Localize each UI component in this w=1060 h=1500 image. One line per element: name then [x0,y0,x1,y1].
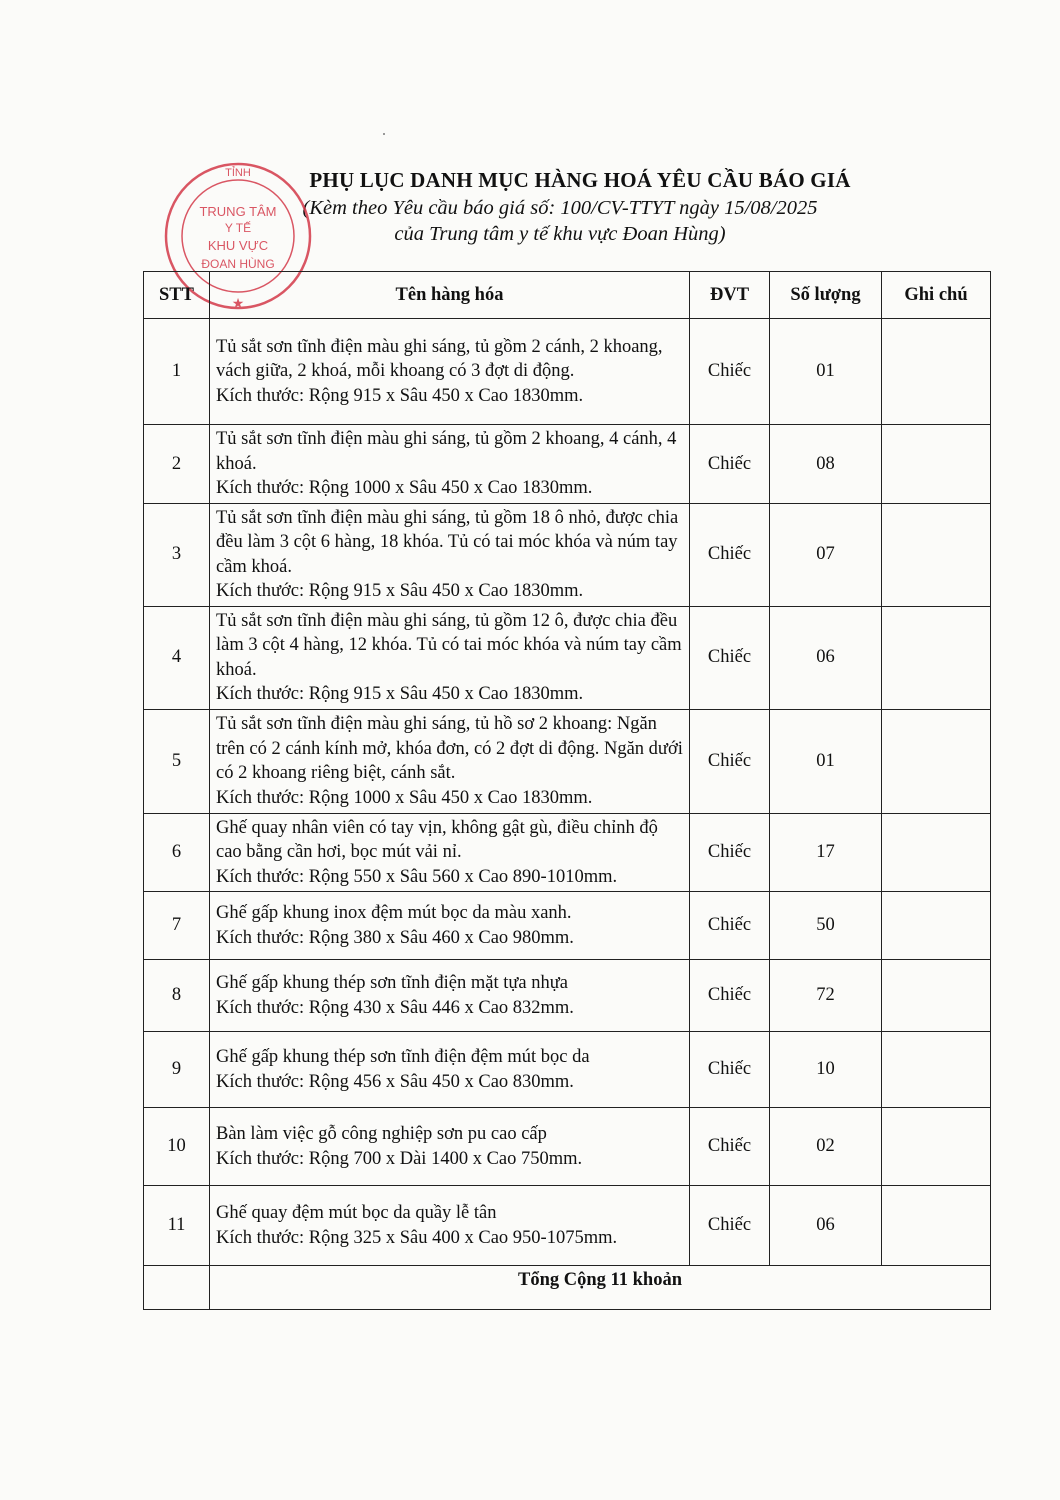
item-description: Ghế quay nhân viên có tay vịn, không gật gù, điều chỉnh độ cao bằng cần hơi, bọc mút vải nỉ. [216,817,658,862]
table-total-row [144,1266,991,1310]
table-row [144,892,991,960]
document-title: PHỤ LỤC DANH MỤC HÀNG HOÁ YÊU CẦU BÁO GIÁ [309,168,851,192]
item-dimensions: Kích thước: Rộng 325 x Sâu 400 x Cao 950-1075mm. [216,1227,618,1248]
cell-item-name [210,425,690,504]
cell-note [882,425,991,504]
table-row [144,1108,991,1186]
cell-stt: 10 [144,1108,210,1186]
cell-unit: Chiếc [690,1186,770,1266]
cell-item-name [210,709,690,813]
table-row [144,319,991,425]
cell-stt: 11 [144,1186,210,1266]
cell-quantity: 06 [770,1186,882,1266]
cell-quantity: 72 [770,960,882,1032]
goods-table [143,271,991,1310]
cell-note [882,892,991,960]
item-dimensions: Kích thước: Rộng 700 x Dài 1400 x Cao 750mm. [216,1148,583,1169]
cell-item-name [210,892,690,960]
cell-quantity: 01 [770,709,882,813]
cell-item-name [210,813,690,892]
col-header-stt: STT [144,272,210,319]
item-dimensions: Kích thước: Rộng 430 x Sâu 446 x Cao 832mm. [216,997,574,1018]
item-dimensions: Kích thước: Rộng 550 x Sâu 560 x Cao 890-1010mm. [216,866,618,887]
cell-item-name [210,606,690,709]
cell-item-name [210,1186,690,1266]
stamp-line3: KHU VỰC [207,238,269,253]
table-row [144,960,991,1032]
item-description: Ghế gấp khung thép sơn tĩnh điện đệm mút bọc da [216,1047,590,1067]
item-description: Ghế gấp khung inox đệm mút bọc da màu xanh. [216,903,572,923]
table-row [144,813,991,892]
table-row [144,1186,991,1266]
stamp-line1: TRUNG TÂM [199,204,277,219]
cell-note [882,1186,991,1266]
cell-note [882,813,991,892]
cell-unit: Chiếc [690,892,770,960]
cell-unit: Chiếc [690,1108,770,1186]
stamp-line2: Y TẾ [224,221,252,235]
col-header-quantity: Số lượng [770,272,882,319]
cell-unit: Chiếc [690,1032,770,1108]
cell-stt: 1 [144,319,210,425]
item-description: Tủ sắt sơn tĩnh điện màu ghi sáng, tủ gồm 2 cánh, 2 khoang, vách giữa, 2 khoá, mỗi khoang có 3 đợt di động. [216,336,663,382]
col-header-note: Ghi chú [882,272,991,319]
scan-speck [383,133,385,135]
table-row [144,503,991,606]
cell-note [882,503,991,606]
cell-unit: Chiếc [690,813,770,892]
cell-quantity: 07 [770,503,882,606]
cell-quantity: 06 [770,606,882,709]
cell-stt: 5 [144,709,210,813]
cell-quantity: 10 [770,1032,882,1108]
item-description: Tủ sắt sơn tĩnh điện màu ghi sáng, tủ gồm 12 ô, được chia đều làm 3 cột 4 hàng, 12 khóa. Tủ có tai móc khóa và núm tay cầm khoá. [216,610,682,680]
cell-stt: 7 [144,892,210,960]
item-dimensions: Kích thước: Rộng 915 x Sâu 450 x Cao 1830mm. [216,385,584,406]
stamp-top-text: TỈNH [225,167,251,179]
cell-note [882,960,991,1032]
table-row [144,606,991,709]
cell-stt: 8 [144,960,210,1032]
item-description: Ghế gấp khung thép sơn tĩnh điện mặt tựa nhựa [216,973,568,993]
col-header-unit: ĐVT [690,272,770,319]
cell-quantity: 17 [770,813,882,892]
cell-stt: 4 [144,606,210,709]
cell-unit: Chiếc [690,960,770,1032]
cell-item-name [210,503,690,606]
cell-quantity: 08 [770,425,882,504]
cell-note [882,319,991,425]
item-dimensions: Kích thước: Rộng 1000 x Sâu 450 x Cao 1830mm. [216,787,593,808]
cell-item-name [210,1032,690,1108]
cell-unit: Chiếc [690,709,770,813]
cell-unit: Chiếc [690,606,770,709]
cell-unit: Chiếc [690,425,770,504]
cell-unit: Chiếc [690,503,770,606]
stamp-line4: ĐOAN HÙNG [201,257,275,271]
total-label: Tổng Cộng 11 khoản [210,1266,991,1310]
cell-quantity: 01 [770,319,882,425]
cell-stt: 3 [144,503,210,606]
cell-quantity: 02 [770,1108,882,1186]
item-dimensions: Kích thước: Rộng 380 x Sâu 460 x Cao 980mm. [216,927,574,948]
document-header [140,168,980,246]
cell-unit: Chiếc [690,319,770,425]
document-subtitle-line1: (Kèm theo Yêu cầu báo giá số: 100/CV-TTYT ngày 15/08/2025 [302,197,818,219]
table-header-row [144,272,991,319]
cell-item-name [210,319,690,425]
item-description: Ghế quay đệm mút bọc da quầy lễ tân [216,1203,497,1223]
item-dimensions: Kích thước: Rộng 915 x Sâu 450 x Cao 1830mm. [216,684,584,704]
cell-stt: 6 [144,813,210,892]
item-dimensions: Kích thước: Rộng 915 x Sâu 450 x Cao 1830mm. [216,581,584,601]
cell-item-name [210,1108,690,1186]
col-header-name: Tên hàng hóa [210,272,690,319]
document-subtitle-line2: của Trung tâm y tế khu vực Đoan Hùng) [394,223,726,245]
cell-note [882,709,991,813]
cell-item-name [210,960,690,1032]
item-description: Bàn làm việc gỗ công nghiệp sơn pu cao cấp [216,1124,547,1144]
item-description: Tủ sắt sơn tĩnh điện màu ghi sáng, tủ gồm 2 khoang, 4 cánh, 4 khoá. [216,429,677,474]
stamp-star-icon: ★ [231,295,245,311]
cell-total-stt [144,1266,210,1310]
cell-quantity: 50 [770,892,882,960]
cell-note [882,606,991,709]
item-dimensions: Kích thước: Rộng 1000 x Sâu 450 x Cao 1830mm. [216,478,593,498]
table-row [144,1032,991,1108]
cell-stt: 9 [144,1032,210,1108]
item-dimensions: Kích thước: Rộng 456 x Sâu 450 x Cao 830mm. [216,1071,574,1092]
cell-note [882,1032,991,1108]
cell-note [882,1108,991,1186]
item-description: Tủ sắt sơn tĩnh điện màu ghi sáng, tủ gồm 18 ô nhỏ, được chia đều làm 3 cột 6 hàng, 18 khóa. Tủ có tai móc khóa và núm tay cầm khoá. [216,507,679,577]
table-row [144,425,991,504]
item-description: Tủ sắt sơn tĩnh điện màu ghi sáng, tủ hồ sơ 2 khoang: Ngăn trên có 2 cánh kính mở, khóa đơn, có 2 đợt di động. Ngăn dưới có 2 khoang riêng biệt, cánh sắt. [216,714,683,783]
table-row [144,709,991,813]
cell-stt: 2 [144,425,210,504]
